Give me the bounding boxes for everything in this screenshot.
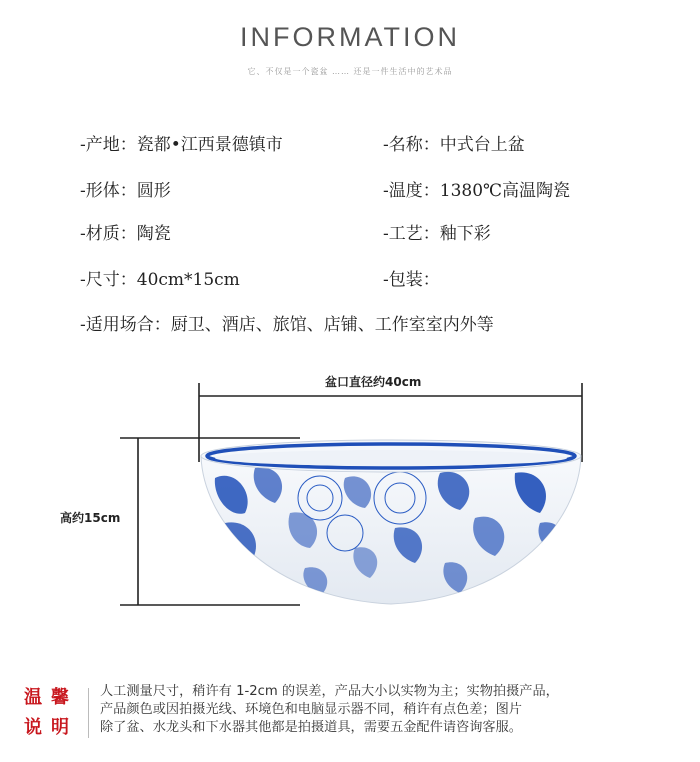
spec-package-label: -包装： [383, 270, 440, 290]
spec-usage-value: 厨卫、酒店、旅馆、店铺、工作室室内外等 [170, 315, 494, 335]
spec-name-value: 中式台上盆 [439, 135, 525, 155]
spec-craft-label: -工艺： [383, 224, 440, 244]
page-subtitle: 它、不仅是一个瓷盆 …… 还是一件生活中的艺术品 [247, 67, 453, 76]
notice-title: 温馨说明 [24, 687, 78, 738]
notice-line: 人工测量尺寸，稍许有 1-2cm 的误差，产品大小以实物为主；实物拍摄产品， [100, 684, 559, 699]
spec-name-label: -名称： [383, 135, 440, 155]
spec-material-label: -材质： [80, 224, 137, 244]
notice-line: 除了盆、水龙头和下水器其他都是拍摄道具，需要五金配件请咨询客服。 [100, 720, 522, 735]
spec-size-label: -尺寸： [80, 270, 137, 290]
spec-shape-value: 圆形 [136, 181, 171, 201]
notice-line: 产品颜色或因拍摄光线、环境色和电脑显示器不同，稍许有点色差；图片 [100, 702, 522, 717]
basin-image [195, 438, 587, 606]
spec-size-value: 40cm*15cm [136, 270, 240, 290]
spec-temp-label: -温度： [383, 181, 440, 201]
spec-origin-label: -产地： [80, 135, 137, 155]
spec-usage-label: -适用场合： [80, 315, 171, 335]
diameter-label: 盆口直径约40cm [325, 375, 422, 389]
notice-text [100, 683, 680, 737]
basin-illustration [195, 438, 587, 606]
notice-divider [88, 688, 89, 738]
spec-origin-value: 瓷都•江西景德镇市 [136, 135, 283, 155]
spec-temp-value: 1380℃高温陶瓷 [439, 181, 571, 201]
page-title: INFORMATION [240, 22, 460, 52]
spec-shape-label: -形体： [80, 181, 137, 201]
height-label: 高约15cm [60, 511, 121, 525]
spec-material-value: 陶瓷 [136, 224, 171, 244]
spec-craft-value: 釉下彩 [439, 224, 491, 244]
